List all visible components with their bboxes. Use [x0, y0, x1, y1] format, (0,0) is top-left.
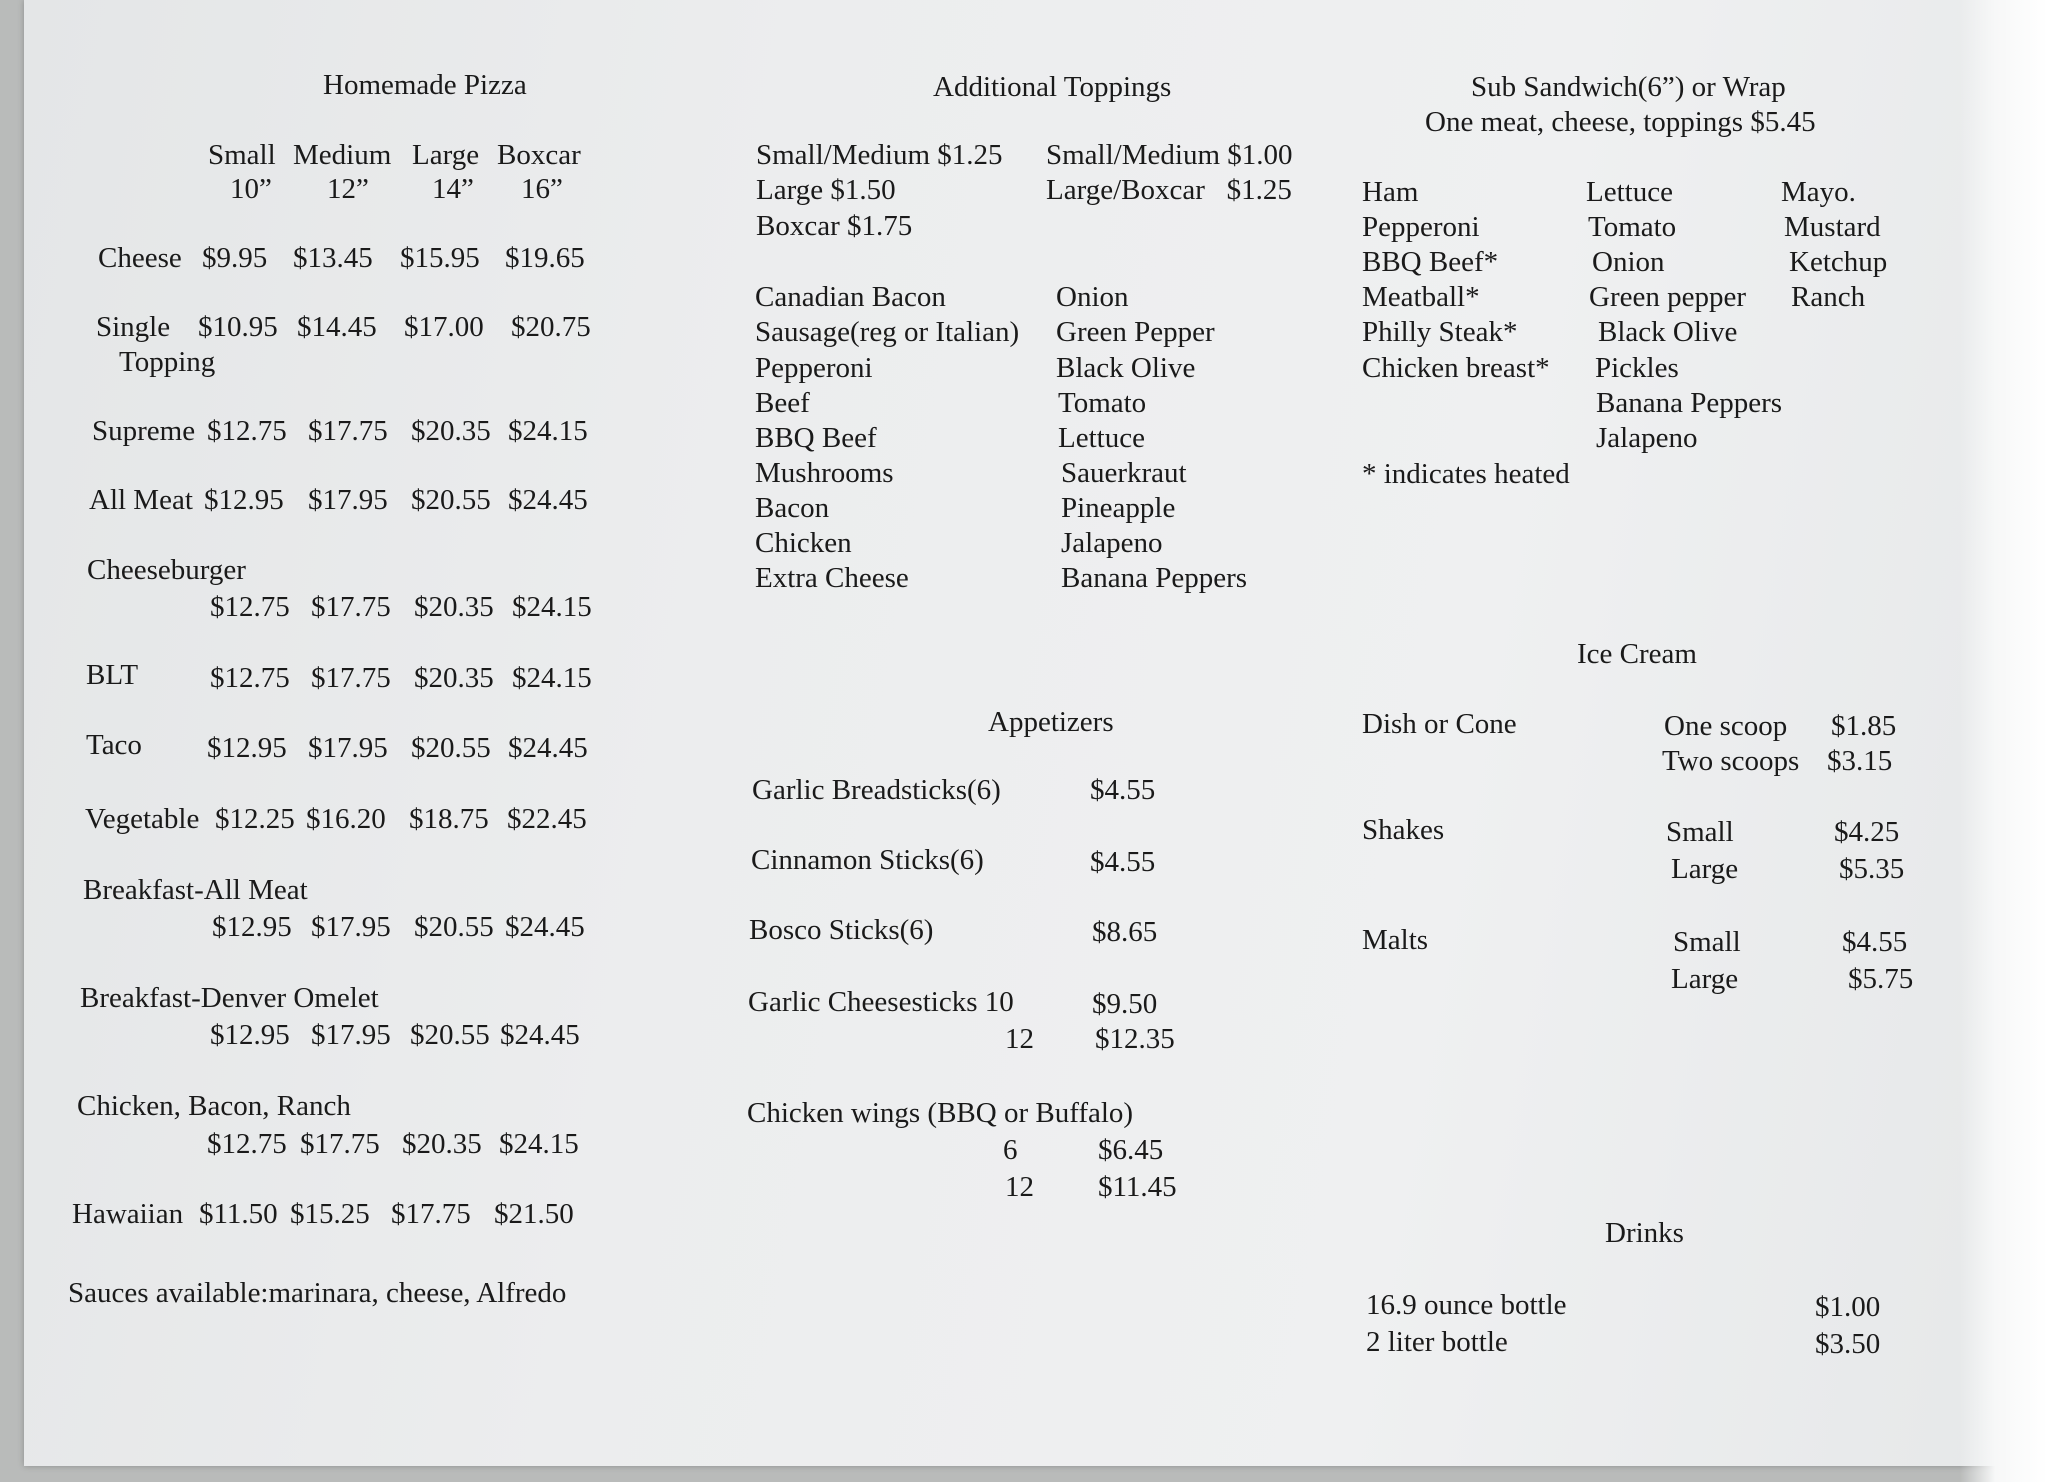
- pizza-price: $20.35: [414, 591, 494, 623]
- ice-cream-price: $5.35: [1839, 853, 1905, 885]
- pizza-price: $24.45: [508, 484, 588, 516]
- veg-topping: Lettuce: [1058, 422, 1145, 454]
- size-large: Large: [412, 139, 480, 171]
- sub-topping: Lettuce: [1586, 176, 1673, 208]
- pizza-price: $12.95: [204, 484, 284, 516]
- sub-meat: Pepperoni: [1362, 211, 1480, 243]
- pizza-price: $21.50: [494, 1198, 574, 1230]
- pizza-item-name: Single: [96, 311, 171, 343]
- drinks-title: Drinks: [1605, 1217, 1684, 1249]
- pizza-price: $18.75: [409, 803, 489, 835]
- pizza-price: $20.75: [511, 311, 591, 343]
- appetizer-name: Garlic Cheesesticks 10: [748, 986, 1014, 1018]
- sub-condiment: Ketchup: [1789, 246, 1888, 278]
- sub-topping: Tomato: [1588, 211, 1677, 243]
- pizza-price: $17.95: [311, 1019, 391, 1051]
- ice-cream-group: Malts: [1362, 924, 1429, 956]
- appetizer-price: $4.55: [1090, 774, 1156, 806]
- pizza-item-name-line2: Topping: [119, 346, 216, 378]
- veg-topping: Onion: [1056, 281, 1129, 313]
- drink-price: $1.00: [1815, 1291, 1881, 1323]
- pizza-price: $24.45: [508, 732, 588, 764]
- pizza-price: $12.95: [212, 911, 292, 943]
- pizza-price: $17.75: [308, 415, 388, 447]
- meat-topping: Sausage(reg or Italian): [755, 316, 1020, 348]
- pizza-item-name: Breakfast-Denver Omelet: [80, 982, 379, 1014]
- sub-meat: Chicken breast*: [1362, 352, 1550, 384]
- pizza-price: $17.75: [311, 591, 391, 623]
- pizza-price: $17.75: [311, 662, 391, 694]
- pizza-price: $15.95: [400, 242, 480, 274]
- veg-topping: Green Pepper: [1056, 316, 1215, 348]
- veg-topping: Jalapeno: [1061, 527, 1163, 559]
- sub-meat: Ham: [1362, 176, 1419, 208]
- pizza-price: $17.95: [308, 484, 388, 516]
- pizza-item-name: Cheese: [98, 242, 182, 274]
- pizza-price: $20.35: [402, 1128, 482, 1160]
- pizza-item-name: All Meat: [89, 484, 193, 516]
- pizza-item-name: Taco: [86, 729, 142, 761]
- pizza-item-name: Cheeseburger: [87, 554, 246, 586]
- ice-cream-option: Large: [1671, 853, 1739, 885]
- sub-topping: Black Olive: [1598, 316, 1738, 348]
- sub-topping: Banana Peppers: [1596, 387, 1783, 419]
- pizza-price: $15.25: [290, 1198, 370, 1230]
- veg-topping-price: Small/Medium $1.00: [1046, 139, 1293, 171]
- ice-cream-price: $3.15: [1827, 745, 1893, 777]
- pizza-price: $12.75: [207, 1128, 287, 1160]
- pizza-item-name: Hawaiian: [72, 1198, 184, 1230]
- veg-topping: Pineapple: [1061, 492, 1176, 524]
- meat-topping: Pepperoni: [755, 352, 873, 384]
- sheet-glare: [1960, 0, 2048, 1482]
- pizza-title: Homemade Pizza: [323, 69, 527, 101]
- pizza-price: $17.95: [311, 911, 391, 943]
- pizza-price: $16.20: [306, 803, 386, 835]
- pizza-price: $20.55: [414, 911, 494, 943]
- size-medium: Medium: [293, 139, 392, 171]
- meat-topping-price: Large $1.50: [756, 174, 896, 206]
- ice-cream-option: Small: [1673, 926, 1741, 958]
- sub-meat: BBQ Beef*: [1362, 246, 1499, 278]
- pizza-item-name: Breakfast-All Meat: [83, 874, 308, 906]
- meat-topping: Bacon: [755, 492, 830, 524]
- appetizer-name: Cinnamon Sticks(6): [751, 844, 984, 876]
- pizza-item-name: BLT: [86, 659, 139, 691]
- pizza-item-name: Chicken, Bacon, Ranch: [77, 1090, 351, 1122]
- appetizer-qty: 12: [1005, 1023, 1034, 1055]
- drink-name: 2 liter bottle: [1366, 1326, 1508, 1358]
- meat-topping-price: Small/Medium $1.25: [756, 139, 1003, 171]
- pizza-price: $20.55: [411, 732, 491, 764]
- sub-topping: Pickles: [1595, 352, 1679, 384]
- ice-cream-option: One scoop: [1664, 710, 1788, 742]
- inch-boxcar: 16”: [521, 173, 563, 205]
- sub-meat: Meatball*: [1362, 281, 1480, 313]
- meat-topping: Chicken: [755, 527, 852, 559]
- pizza-price: $24.45: [505, 911, 585, 943]
- pizza-price: $9.95: [202, 242, 268, 274]
- inch-small: 10”: [230, 173, 272, 205]
- appetizer-price: $9.50: [1092, 988, 1158, 1020]
- meat-topping: BBQ Beef: [755, 422, 877, 454]
- pizza-price: $11.50: [199, 1198, 278, 1230]
- pizza-item-name: Supreme: [92, 415, 196, 447]
- inch-large: 14”: [432, 173, 474, 205]
- veg-topping: Sauerkraut: [1061, 457, 1187, 489]
- ice-cream-price: $4.25: [1834, 816, 1900, 848]
- pizza-price: $20.35: [414, 662, 494, 694]
- size-small: Small: [208, 139, 276, 171]
- appetizer-price: $4.55: [1090, 846, 1156, 878]
- drink-name: 16.9 ounce bottle: [1366, 1289, 1567, 1321]
- veg-topping: Black Olive: [1056, 352, 1196, 384]
- pizza-price: $24.15: [508, 415, 588, 447]
- pizza-price: $12.95: [207, 732, 287, 764]
- sub-topping: Jalapeno: [1596, 422, 1698, 454]
- ice-cream-group: Dish or Cone: [1362, 708, 1517, 740]
- pizza-price: $12.95: [210, 1019, 290, 1051]
- wings-qty: 12: [1005, 1171, 1034, 1203]
- heated-note: * indicates heated: [1362, 458, 1570, 490]
- pizza-price: $24.15: [499, 1128, 579, 1160]
- wings-price: $6.45: [1098, 1134, 1164, 1166]
- ice-cream-option: Large: [1671, 963, 1739, 995]
- wings-qty: 6: [1003, 1134, 1018, 1166]
- pizza-price: $24.45: [500, 1019, 580, 1051]
- ice-cream-option: Small: [1666, 816, 1734, 848]
- pizza-price: $17.00: [404, 311, 484, 343]
- veg-topping: Banana Peppers: [1061, 562, 1248, 594]
- pizza-price: $17.75: [391, 1198, 471, 1230]
- sauces-note: Sauces available:marinara, cheese, Alfredo: [68, 1277, 567, 1309]
- appetizer-price: $12.35: [1095, 1023, 1175, 1055]
- subs-subtitle: One meat, cheese, toppings $5.45: [1425, 106, 1816, 138]
- wings-name: Chicken wings (BBQ or Buffalo): [747, 1097, 1134, 1129]
- meat-topping-price: Boxcar $1.75: [756, 210, 913, 242]
- pizza-price: $12.25: [215, 803, 295, 835]
- ice-cream-price: $4.55: [1842, 926, 1908, 958]
- size-boxcar: Boxcar: [497, 139, 581, 171]
- pizza-price: $22.45: [507, 803, 587, 835]
- sub-topping: Green pepper: [1589, 281, 1746, 313]
- pizza-price: $12.75: [210, 591, 290, 623]
- toppings-title: Additional Toppings: [933, 71, 1172, 103]
- pizza-price: $17.95: [308, 732, 388, 764]
- ice-cream-group: Shakes: [1362, 814, 1445, 846]
- sub-topping: Onion: [1592, 246, 1665, 278]
- ice-cream-price: $1.85: [1831, 710, 1897, 742]
- pizza-price: $24.15: [512, 591, 592, 623]
- pizza-price: $20.55: [411, 484, 491, 516]
- pizza-price: $20.35: [411, 415, 491, 447]
- meat-topping: Mushrooms: [755, 457, 894, 489]
- meat-topping: Beef: [755, 387, 810, 419]
- pizza-price: $17.75: [300, 1128, 380, 1160]
- pizza-price: $12.75: [207, 415, 287, 447]
- appetizer-name: Bosco Sticks(6): [749, 914, 934, 946]
- pizza-price: $12.75: [210, 662, 290, 694]
- pizza-price: $14.45: [297, 311, 377, 343]
- ice-cream-title: Ice Cream: [1577, 638, 1697, 670]
- pizza-item-name: Vegetable: [85, 803, 200, 835]
- sub-meat: Philly Steak*: [1362, 316, 1518, 348]
- meat-topping: Canadian Bacon: [755, 281, 946, 313]
- pizza-price: $13.45: [293, 242, 373, 274]
- drink-price: $3.50: [1815, 1328, 1881, 1360]
- ice-cream-option: Two scoops: [1662, 745, 1800, 777]
- appetizer-price: $8.65: [1092, 916, 1158, 948]
- wings-price: $11.45: [1098, 1171, 1177, 1203]
- ice-cream-price: $5.75: [1848, 963, 1914, 995]
- sub-condiment: Ranch: [1791, 281, 1866, 313]
- veg-topping-price: Large/Boxcar $1.25: [1046, 174, 1292, 206]
- meat-topping: Extra Cheese: [755, 562, 909, 594]
- appetizer-name: Garlic Breadsticks(6): [752, 774, 1001, 806]
- sub-condiment: Mayo.: [1781, 176, 1856, 208]
- sub-condiment: Mustard: [1784, 211, 1881, 243]
- appetizers-title: Appetizers: [988, 706, 1114, 738]
- pizza-price: $20.55: [410, 1019, 490, 1051]
- subs-title: Sub Sandwich(6”) or Wrap: [1471, 71, 1786, 103]
- inch-medium: 12”: [327, 173, 369, 205]
- veg-topping: Tomato: [1058, 387, 1147, 419]
- pizza-price: $19.65: [505, 242, 585, 274]
- pizza-price: $10.95: [198, 311, 278, 343]
- pizza-price: $24.15: [512, 662, 592, 694]
